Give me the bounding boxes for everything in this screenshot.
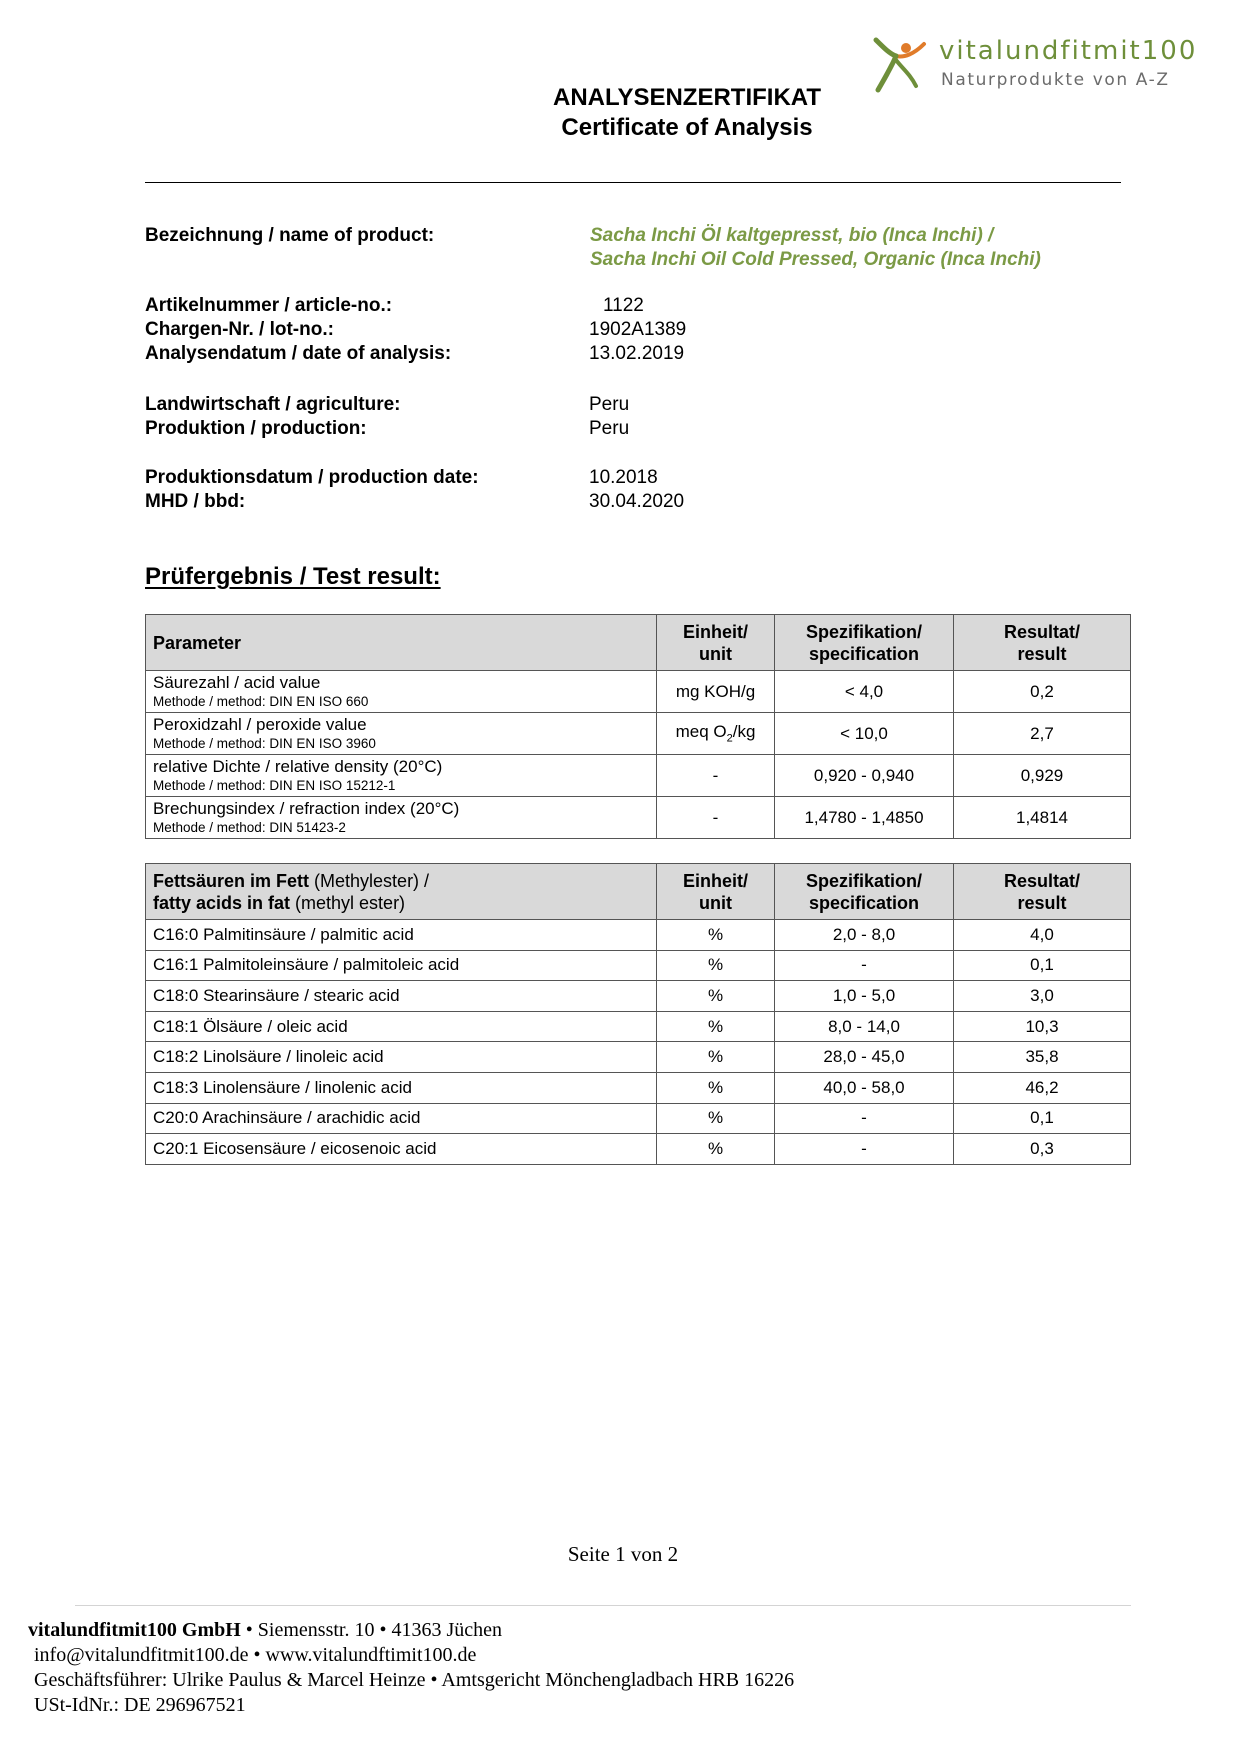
spec-cell: < 10,0 xyxy=(775,713,954,755)
table-row xyxy=(146,797,1131,839)
result-cell: 3,0 xyxy=(954,981,1131,1012)
table-row xyxy=(146,1072,1131,1103)
unit-cell: meq $O_2/kg$ xyxy=(657,713,775,755)
article-value: 1122 xyxy=(603,295,644,316)
table-row xyxy=(146,981,1131,1012)
footer-vat: USt-IdNr.: DE 296967521 xyxy=(34,1694,246,1716)
page-number: Seite 1 von 2 xyxy=(567,1542,679,1566)
unit-cell: - xyxy=(657,755,775,797)
article-label: Artikelnummer / article-no.: xyxy=(145,295,393,316)
production-label: Produktion / production: xyxy=(145,418,367,439)
result-cell: 4,0 xyxy=(954,920,1131,951)
unit-cell: % xyxy=(657,1042,775,1073)
header-specification: Spezifikation/ specification xyxy=(775,864,954,920)
table-row xyxy=(146,671,1131,713)
acid-cell: C20:1 Eicosensäure / eicosenoic acid xyxy=(146,1134,657,1165)
footer-company-name: vitalundfitmit100 GmbH xyxy=(28,1619,241,1641)
unit-cell: % xyxy=(657,1103,775,1134)
bbd-label: MHD / bbd: xyxy=(145,491,246,512)
unit-cell: mg KOH/g xyxy=(657,671,775,713)
test-result-heading: Prüfergebnis / Test result: xyxy=(145,563,441,590)
analysis-date-value: 13.02.2019 xyxy=(589,343,685,364)
table-row xyxy=(146,1103,1131,1134)
fatty-acids-table xyxy=(145,863,1131,1165)
header-fatty-acids: Fettsäuren im Fett (Methylester) / fatty acids in fat (methyl ester) xyxy=(146,864,657,920)
table-row xyxy=(146,920,1131,951)
spec-cell: < 4,0 xyxy=(775,671,954,713)
agriculture-value: Peru xyxy=(589,394,630,415)
lot-label: Chargen-Nr. / lot-no.: xyxy=(145,319,334,340)
parameter-table xyxy=(145,614,1131,839)
logo-name: vitalundfitmit100 xyxy=(939,36,1198,66)
lot-value: 1902A1389 xyxy=(589,319,687,340)
unit-cell: - xyxy=(657,797,775,839)
unit-cell: % xyxy=(657,1072,775,1103)
table-row xyxy=(146,950,1131,981)
production-value: Peru xyxy=(589,418,630,439)
footer-contact: info@vitalundfitmit100.de • www.vitalundftimit100.de xyxy=(34,1644,477,1666)
acid-cell: C16:1 Palmitoleinsäure / palmitoleic acid xyxy=(146,950,657,981)
product-name-de: Sacha Inchi Öl kaltgepresst, bio (Inca Inchi) / xyxy=(590,225,994,246)
acid-cell: C18:2 Linolsäure / linoleic acid xyxy=(146,1042,657,1073)
unit-cell: % xyxy=(657,1134,775,1165)
production-date-label: Produktionsdatum / production date: xyxy=(145,467,479,488)
spec-cell: 8,0 - 14,0 xyxy=(775,1011,954,1042)
logo-tagline: Naturprodukte von A-Z xyxy=(941,70,1170,90)
agriculture-label: Landwirtschaft / agriculture: xyxy=(145,394,401,415)
product-label: Bezeichnung / name of product: xyxy=(145,225,435,246)
header-specification: Spezifikation/ specification xyxy=(775,615,954,671)
table-row xyxy=(146,1011,1131,1042)
header-unit: Einheit/ unit xyxy=(657,615,775,671)
result-cell: 0,929 xyxy=(954,755,1131,797)
parameter-cell: Brechungsindex / refraction index (20°C) Methode / method: DIN 51423-2 xyxy=(146,797,657,839)
spec-cell: 28,0 - 45,0 xyxy=(775,1042,954,1073)
analysis-date-label: Analysendatum / date of analysis: xyxy=(145,343,452,364)
parameter-cell: Säurezahl / acid value Methode / method: DIN EN ISO 660 xyxy=(146,671,657,713)
spec-cell: 2,0 - 8,0 xyxy=(775,920,954,951)
table-header-row xyxy=(146,615,1131,671)
bbd-value: 30.04.2020 xyxy=(589,491,685,512)
result-cell: 0,1 xyxy=(954,950,1131,981)
spec-cell: 0,920 - 0,940 xyxy=(775,755,954,797)
table-row xyxy=(146,1134,1131,1165)
header-unit: Einheit/ unit xyxy=(657,864,775,920)
acid-cell: C18:0 Stearinsäure / stearic acid xyxy=(146,981,657,1012)
spec-cell: 1,0 - 5,0 xyxy=(775,981,954,1012)
unit-cell: % xyxy=(657,981,775,1012)
result-cell: 2,7 xyxy=(954,713,1131,755)
footer-company xyxy=(28,1618,502,1643)
unit-cell: % xyxy=(657,920,775,951)
table-row xyxy=(146,713,1131,755)
header-result: Resultat/ result xyxy=(954,615,1131,671)
result-cell: 46,2 xyxy=(954,1072,1131,1103)
table-header-row xyxy=(146,864,1131,920)
acid-cell: C20:0 Arachinsäure / arachidic acid xyxy=(146,1103,657,1134)
spec-cell: 40,0 - 58,0 xyxy=(775,1072,954,1103)
unit-cell: % xyxy=(657,1011,775,1042)
result-cell: 1,4814 xyxy=(954,797,1131,839)
footer-address: • Siemensstr. 10 • 41363 Jüchen xyxy=(240,1619,503,1641)
table-row xyxy=(146,755,1131,797)
result-cell: 0,3 xyxy=(954,1134,1131,1165)
header-result: Resultat/ result xyxy=(954,864,1131,920)
result-cell: 35,8 xyxy=(954,1042,1131,1073)
result-cell: 0,2 xyxy=(954,671,1131,713)
acid-cell: C18:1 Ölsäure / oleic acid xyxy=(146,1011,657,1042)
result-cell: 10,3 xyxy=(954,1011,1131,1042)
spec-cell: - xyxy=(775,1103,954,1134)
parameter-cell: relative Dichte / relative density (20°C) Methode / method: DIN EN ISO 15212-1 xyxy=(146,755,657,797)
footer-management: Geschäftsführer: Ulrike Paulus & Marcel Heinze • Amtsgericht Mönchengladbach HRB 16226 xyxy=(34,1669,795,1691)
spec-cell: - xyxy=(775,1134,954,1165)
spec-cell: - xyxy=(775,950,954,981)
unit-cell: % xyxy=(657,950,775,981)
result-cell: 0,1 xyxy=(954,1103,1131,1134)
acid-cell: C16:0 Palmitinsäure / palmitic acid xyxy=(146,920,657,951)
header-parameter: Parameter xyxy=(146,615,657,671)
spec-cell: 1,4780 - 1,4850 xyxy=(775,797,954,839)
parameter-cell: Peroxidzahl / peroxide value Methode / method: DIN EN ISO 3960 xyxy=(146,713,657,755)
title-divider xyxy=(145,182,1121,183)
product-name-en: Sacha Inchi Oil Cold Pressed, Organic (Inca Inchi) xyxy=(590,249,1041,270)
document-title-en: Certificate of Analysis xyxy=(561,114,813,141)
table-row xyxy=(146,1042,1131,1073)
acid-cell: C18:3 Linolensäure / linolenic acid xyxy=(146,1072,657,1103)
document-title-de: ANALYSENZERTIFIKAT xyxy=(552,84,821,111)
production-date-value: 10.2018 xyxy=(589,467,658,488)
footer-divider xyxy=(75,1605,1131,1606)
